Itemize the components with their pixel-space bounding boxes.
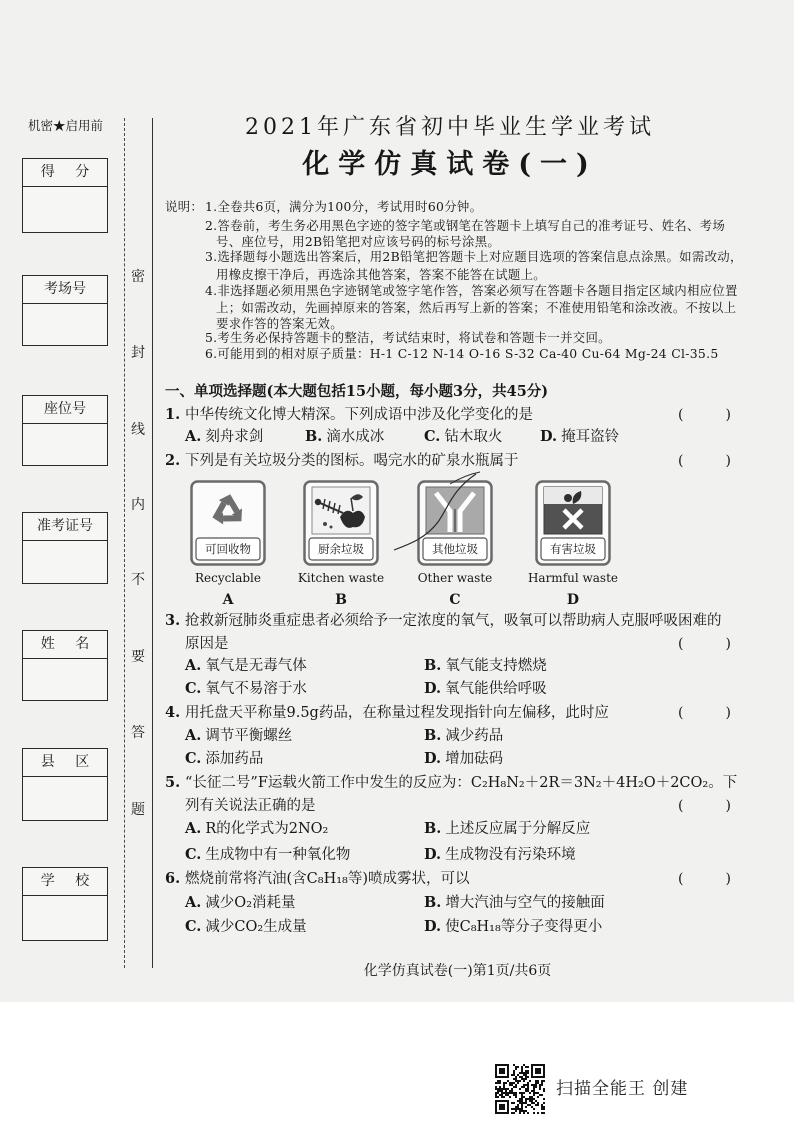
seal-char: 封 (131, 345, 145, 361)
option-a (185, 659, 307, 674)
option-text: 添加药品 (205, 751, 264, 767)
instruction-line: 2.答卷前，考生务必用黑色字迹的签字笔或钢笔在答题卡上填写自己的准考证号、姓名、考场 (205, 218, 726, 233)
bin-label-en: Other waste (417, 571, 493, 585)
pen-mark (380, 460, 490, 560)
question-text: 燃烧前常将汽油(含C₈H₁₈等)喷成雾状，可以 (185, 871, 470, 887)
option-letter: D. (540, 428, 558, 445)
bin-label-cn: 厨余垃圾 (318, 542, 364, 556)
option-letter: D. (424, 680, 442, 697)
option-d (540, 430, 619, 445)
option-text: 使C₈H₁₈等分子变得更小 (445, 919, 603, 935)
seal-solid-line (152, 118, 153, 968)
option-b (305, 430, 384, 445)
exam-title: 2021年广东省初中毕业生学业考试 (245, 115, 655, 140)
option-d (424, 682, 547, 697)
exam-room-box-label: 考场号 (23, 276, 107, 304)
seal-char: 题 (131, 802, 145, 818)
option-d (424, 752, 503, 767)
seal-dashed-line (124, 118, 125, 968)
option-letter: B. (424, 727, 442, 744)
option-letter: A. (185, 428, 202, 445)
option-d (424, 920, 602, 935)
option-b (424, 659, 547, 674)
question-text: 用托盘天平称量9.5g药品，在称量过程发现指针向左偏移，此时应 (185, 705, 609, 721)
school-box-label: 学 校 (23, 868, 107, 896)
option-text: 减少O₂消耗量 (205, 895, 296, 911)
instruction-line: 要求作答的答案无效。 (216, 316, 343, 331)
question-number: 2. (165, 452, 181, 469)
instruction-line: 用橡皮擦干净后，再选涂其他答案，答案不能答在试题上。 (216, 267, 546, 282)
question-number: 5. (165, 774, 181, 791)
option-letter: A. (185, 727, 202, 744)
instruction-line: 3.选择题每小题选出答案后，用2B铅笔把答题卡上对应题目选项的答案信息点涂黑。如需改动， (205, 249, 743, 264)
instruction-line: 4.非选择题必须用黑色字迹钢笔或签字笔作答，答案必须写在答题卡各题目指定区域内相应位置 (205, 283, 738, 298)
question-number: 3. (165, 612, 181, 629)
option-letter: A. (185, 657, 202, 674)
bin-letter: C (449, 592, 461, 608)
option-c (185, 920, 307, 935)
bin-label-en: Kitchen waste (297, 571, 385, 585)
option-text: 钻木取火 (444, 429, 503, 445)
option-text: 上述反应属于分解反应 (445, 821, 591, 837)
recycle-icon (190, 480, 266, 566)
answer-blank: ( ) (678, 798, 731, 814)
option-letter: C. (185, 750, 202, 767)
question-number: 1. (165, 406, 181, 423)
qr-code (495, 1064, 545, 1114)
option-text: 掩耳盗铃 (561, 429, 620, 445)
option-letter: D. (424, 750, 442, 767)
instruction-line: 上；如需改动，先画掉原来的答案，然后再写上新的答案；不准使用铅笔和涂改液。不按以上 (216, 300, 737, 315)
option-letter: C. (185, 680, 202, 697)
option-text: 刻舟求剑 (205, 429, 264, 445)
option-letter: A. (185, 820, 202, 837)
option-a (185, 822, 328, 837)
option-d (424, 848, 576, 863)
seal-char: 内 (131, 497, 145, 513)
answer-blank: ( ) (678, 705, 731, 721)
admission-number-box (22, 512, 108, 584)
option-text: 生成物中有一种氧化物 (205, 847, 351, 863)
section-heading: 一、单项选择题(本大题包括15小题，每小题3分，共45分) (165, 383, 549, 400)
question-text: 中华传统文化博大精深。下列成语中涉及化学变化的是 (185, 407, 533, 423)
option-a (185, 896, 296, 911)
bin-letter: B (335, 592, 347, 608)
option-text: 减少CO₂生成量 (205, 919, 307, 935)
option-c (185, 752, 263, 767)
option-letter: D. (424, 918, 442, 935)
option-b (424, 822, 590, 837)
seat-number-box (22, 395, 108, 466)
name-box (22, 630, 108, 701)
option-text: 生成物没有污染环境 (445, 847, 576, 863)
option-text: 增加砝码 (445, 751, 504, 767)
bin-label-cn: 其他垃圾 (432, 542, 478, 556)
option-letter: C. (185, 918, 202, 935)
option-b (424, 896, 605, 911)
seal-char: 不 (131, 572, 145, 588)
option-b (424, 729, 503, 744)
option-letter: C. (185, 846, 202, 863)
school-box (22, 867, 108, 941)
bin-label-en: Recyclable (195, 571, 261, 585)
option-c (185, 848, 350, 863)
question-text: 抢救新冠肺炎重症患者必须给予一定浓度的氧气，吸氧可以帮助病人克服呼吸困难的 (185, 613, 722, 629)
district-box-label: 县 区 (23, 749, 107, 777)
option-c (185, 682, 307, 697)
instruction-line: 5.考生务必保持答题卡的整洁，考试结束时，将试卷和答题卡一并交回。 (205, 330, 611, 345)
option-a (185, 729, 292, 744)
confidential-mark: 机密★启用前 (28, 118, 104, 133)
seat-number-box-label: 座位号 (23, 396, 107, 424)
option-letter: D. (424, 846, 442, 863)
bin-label-cn: 有害垃圾 (550, 542, 596, 556)
answer-blank: ( ) (678, 407, 731, 423)
option-letter: B. (424, 894, 442, 911)
option-a (185, 430, 263, 445)
seal-char: 答 (131, 725, 145, 741)
option-text: 调节平衡螺丝 (205, 728, 293, 744)
answer-blank: ( ) (678, 636, 731, 652)
option-text: 氧气不易溶于水 (205, 681, 307, 697)
bin-label-en: Harmful waste (527, 571, 619, 585)
option-text: 滴水成冰 (326, 429, 385, 445)
option-text: 减少药品 (445, 728, 504, 744)
instruction-line: 号、座位号，用2B铅笔把对应该号码的标号涂黑。 (216, 234, 501, 249)
answer-blank: ( ) (678, 453, 731, 469)
answer-blank: ( ) (678, 871, 731, 887)
district-box (22, 748, 108, 821)
option-text: 增大汽油与空气的接触面 (445, 895, 605, 911)
hazardous-waste-icon (535, 480, 611, 566)
option-letter: C. (424, 428, 441, 445)
question-number: 6. (165, 870, 181, 887)
exam-room-box (22, 275, 108, 346)
page-footer: 化学仿真试卷(一)第1页/共6页 (363, 963, 552, 979)
question-text: “长征二号”F运载火箭工作中发生的反应为：C₂H₈N₂＋2R＝3N₂＋4H₂O＋2CO₂。下 (185, 775, 738, 791)
bin-label-cn: 可回收物 (205, 542, 251, 556)
option-text: 氧气能供给呼吸 (445, 681, 547, 697)
exam-subtitle: 化学仿真试卷(一) (302, 149, 598, 180)
instruction-line: 6.可能用到的相对原子质量：H-1 C-12 N-14 O-16 S-32 Ca-40 Cu-64 Mg-24 Cl-35.5 (205, 346, 719, 361)
instructions-label: 说明： (165, 199, 204, 214)
question-text: 下列是有关垃圾分类的图标。喝完水的矿泉水瓶属于 (185, 453, 519, 469)
option-letter: A. (185, 894, 202, 911)
name-box-label: 姓 名 (23, 631, 107, 659)
option-text: R的化学式为2NO₂ (205, 821, 329, 837)
instruction-line: 1.全卷共6页，满分为100分，考试用时60分钟。 (205, 199, 483, 214)
bin-letter: D (566, 592, 580, 608)
option-letter: B. (424, 657, 442, 674)
admission-number-box-label: 准考证号 (23, 513, 107, 541)
seal-char: 要 (131, 649, 145, 665)
question-text: 原因是 (185, 636, 229, 652)
option-letter: B. (424, 820, 442, 837)
option-text: 氧气是无毒气体 (205, 658, 307, 674)
score-box (22, 158, 108, 233)
seal-char: 密 (131, 269, 145, 285)
bin-letter: A (222, 592, 234, 608)
question-number: 4. (165, 704, 181, 721)
scanner-watermark: 扫描全能王 创建 (556, 1079, 689, 1099)
option-text: 氧气能支持燃烧 (445, 658, 547, 674)
option-letter: B. (305, 428, 323, 445)
option-c (424, 430, 502, 445)
score-box-label: 得 分 (23, 159, 107, 187)
food-scraps-icon (303, 480, 379, 566)
question-text: 列有关说法正确的是 (185, 798, 316, 814)
seal-char: 线 (131, 422, 145, 438)
